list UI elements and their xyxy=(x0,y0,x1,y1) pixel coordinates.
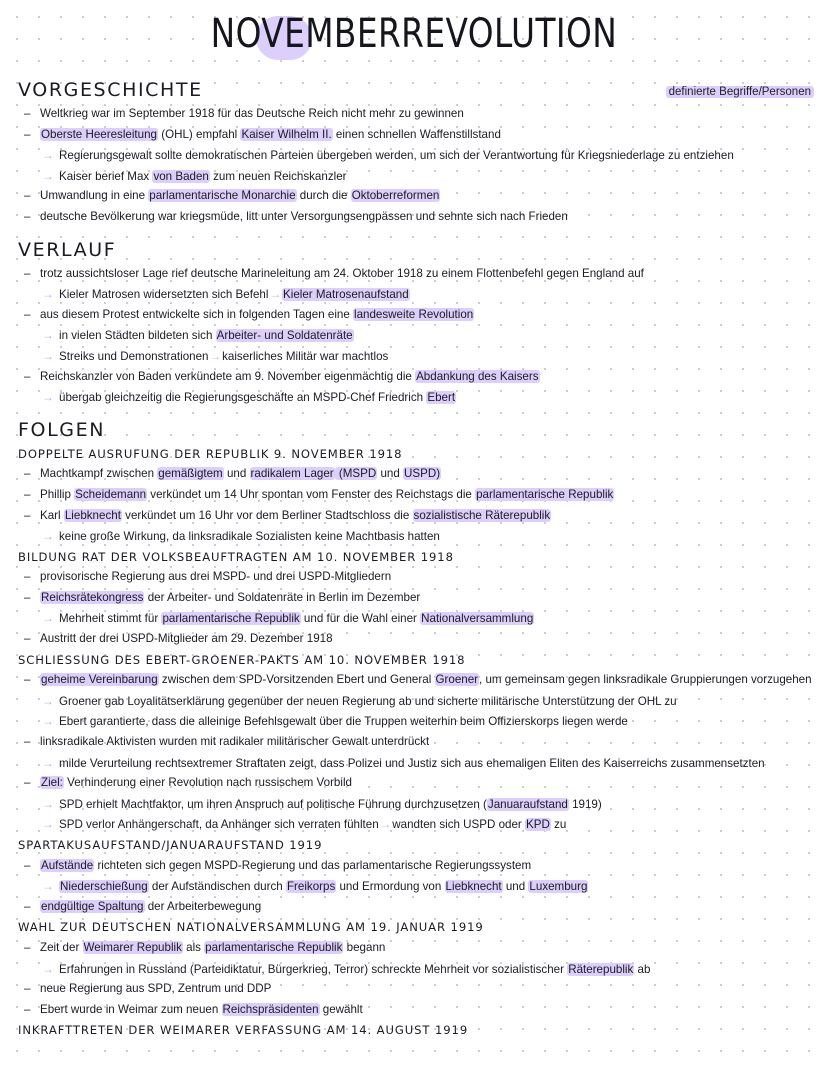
arrow-icon: → xyxy=(42,168,54,183)
dash-bullet: – xyxy=(24,673,31,687)
item-text: Reichskanzler von Baden verkündete am 9. November eigenmächtig die xyxy=(40,369,416,383)
term-highlight: Liebknecht xyxy=(445,880,502,894)
item-text: Mehrheit stimmt für xyxy=(59,612,162,626)
item-text: der Arbeiterbewegung xyxy=(144,899,262,913)
sub-list-item xyxy=(18,145,818,166)
list-item xyxy=(18,1000,818,1021)
item-text: wandten sich USPD oder xyxy=(392,818,526,832)
subsection-heading: INKRAFTTRETEN DER WEIMARER VERFASSUNG AM 14. AUGUST 1919 xyxy=(18,1023,469,1038)
item-text: zum neuen Reichskanzler xyxy=(209,169,347,183)
sub-list-item xyxy=(18,346,818,367)
arrow-icon: → xyxy=(269,288,282,302)
sub-list-item xyxy=(18,526,818,547)
item-text: als xyxy=(182,940,205,954)
item-text: 1919) xyxy=(568,797,602,811)
arrow-icon: → xyxy=(42,529,54,544)
dash-bullet: – xyxy=(24,940,31,954)
sub-list-item xyxy=(18,753,818,774)
list-item xyxy=(18,588,818,609)
sub-list-item xyxy=(18,284,818,305)
term-highlight: Arbeiter- und Soldatenräte xyxy=(216,329,353,343)
term-highlight: Freikorps xyxy=(286,880,336,894)
term-highlight: Liebknecht xyxy=(64,508,121,522)
arrow-icon: → xyxy=(42,287,54,302)
item-text: linksradikale Aktivisten wurden mit radikaler militärischer Gewalt unterdrückt xyxy=(40,735,430,749)
arrow-icon: → xyxy=(379,818,392,832)
subsection-heading: SCHLIESSUNG DES EBERT-GROENER-PAKTS AM 10. NOVEMBER 1918 xyxy=(18,652,466,667)
sub-list-item xyxy=(18,711,818,732)
item-text: verkündet um 14 Uhr spontan vom Fenster des Reichstags die xyxy=(147,487,476,501)
item-text: Machtkampf zwischen xyxy=(40,467,158,481)
list-item xyxy=(18,464,818,485)
term-highlight: Ebert xyxy=(427,391,456,405)
dash-bullet: – xyxy=(24,107,31,120)
item-text: kaiserliches Militär war machtlos xyxy=(222,349,389,363)
item-text: einen schnellen Waffenstillstand xyxy=(332,127,501,141)
arrow-icon: → xyxy=(42,348,54,363)
dash-bullet: – xyxy=(24,127,31,141)
term-highlight: Aufstände xyxy=(41,858,94,872)
item-text: der Aufständischen durch xyxy=(148,880,286,894)
term-highlight: parlamentarische Monarchie xyxy=(149,189,296,203)
dash-bullet: – xyxy=(24,266,31,280)
dash-bullet: – xyxy=(24,899,31,913)
term-highlight: Januaraufstand xyxy=(487,797,568,811)
arrow-icon: → xyxy=(42,148,54,163)
item-text: provisorische Regierung aus drei MSPD- und drei USPD-Mitgliedern xyxy=(40,570,392,584)
arrow-icon: → xyxy=(42,328,54,343)
item-text: in vielen Städten bildeten sich xyxy=(59,329,216,343)
item-text: milde Verurteilung rechtsextremer Straftaten zeigt, dass Polizei und Justiz sich aus ehemaligen Eliten des Kaiserreichs zusammensetzten xyxy=(59,756,765,770)
term-highlight: parlamentarische Republik xyxy=(476,487,614,501)
term-highlight: Ziel: xyxy=(41,776,63,790)
term-highlight: Räterepublik xyxy=(568,962,634,976)
item-text: trotz aussichtsloser Lage rief deutsche Marineleitung am 24. Oktober 1918 zu einem Flottenbefehl gegen England auf xyxy=(40,266,644,280)
dash-bullet: – xyxy=(24,776,31,790)
section-heading-folgen: FOLGEN xyxy=(18,418,106,441)
item-text: und xyxy=(502,880,529,894)
list-item xyxy=(18,732,818,753)
item-text: Groener gab Loyalitätserklärung gegenüber der neuen Regierung ab und sicherte militärische Unterstützung der OHL zu xyxy=(59,694,677,708)
item-text: Kaiser berief Max xyxy=(59,169,153,183)
list-item xyxy=(18,773,818,794)
sub-list-item xyxy=(18,387,818,408)
item-text: richteten sich gegen MSPD-Regierung und das parlamentarische Regierungssystem xyxy=(94,858,532,872)
term-highlight: Nationalversammlung xyxy=(421,612,534,626)
arrow-icon: → xyxy=(42,961,54,976)
item-text: deutsche Bevölkerung war kriegsmüde, litt unter Versorgungsengpässen und sehnte sich nach Frieden xyxy=(40,209,568,223)
item-text: Erfahrungen in Russland (Parteidiktatur, Bürgerkrieg, Terror) schreckte Mehrheit vor sozialistischer xyxy=(59,962,568,976)
item-text: (OHL) empfahl xyxy=(158,127,241,141)
term-highlight: USPD) xyxy=(404,467,441,481)
list-item xyxy=(18,207,818,228)
term-highlight: Luxemburg xyxy=(529,880,588,894)
term-highlight: (MSPD xyxy=(335,467,377,481)
dash-bullet: – xyxy=(24,487,31,501)
sub-list-item xyxy=(18,794,818,815)
list-item xyxy=(18,186,818,207)
list-item xyxy=(18,305,818,326)
item-text: Phillip xyxy=(40,487,75,501)
arrow-icon: → xyxy=(42,390,54,405)
item-text: und für die Wahl einer xyxy=(300,612,421,626)
term-highlight: geheime Vereinbarung xyxy=(41,673,158,687)
term-highlight: gemäßigtem xyxy=(158,467,223,481)
term-highlight: Oberste Heeresleitung xyxy=(41,127,157,141)
term-highlight: parlamentarische Republik xyxy=(162,612,300,626)
item-text: und xyxy=(377,467,404,481)
list-item xyxy=(18,856,818,877)
arrow-icon: → xyxy=(42,796,54,811)
term-highlight: KPD xyxy=(526,818,550,832)
subsection-heading: WAHL ZUR DEUTSCHEN NATIONALVERSAMMLUNG AM 19. JANUAR 1919 xyxy=(18,920,484,935)
subsection-heading: DOPPELTE AUSRUFUNG DER REPUBLIK 9. NOVEMBER 1918 xyxy=(18,446,403,461)
term-highlight: parlamentarische Republik xyxy=(205,940,343,954)
list-item xyxy=(18,485,818,506)
arrow-icon: → xyxy=(42,693,54,708)
dash-bullet: – xyxy=(24,369,31,383)
item-text: Kieler Matrosen widersetzten sich Befehl xyxy=(59,288,269,302)
item-text: begann xyxy=(343,940,386,954)
item-text: der Arbeiter- und Soldatenräte in Berlin im Dezember xyxy=(144,590,421,604)
list-item xyxy=(18,125,818,146)
item-text: SPD verlor Anhängerschaft, da Anhänger sich verraten fühlten xyxy=(59,818,379,832)
dash-bullet: – xyxy=(24,307,31,321)
item-text: gewählt xyxy=(319,1002,363,1016)
item-text: SPD erhielt Machtfaktor, um ihren Anspruch auf politische Führung durchzusetzen ( xyxy=(59,797,487,811)
list-item xyxy=(18,629,818,650)
term-highlight: von Baden xyxy=(153,169,209,183)
list-item xyxy=(18,938,818,959)
dash-bullet: – xyxy=(24,590,31,604)
arrow-icon: → xyxy=(42,714,54,729)
item-text: durch die xyxy=(296,189,351,203)
term-highlight: Groener xyxy=(435,673,479,687)
item-text: aus diesem Protest entwickelte sich in folgenden Tagen eine xyxy=(40,307,354,321)
page-title: NOVEMBERREVOLUTION xyxy=(210,11,618,57)
subsection-heading: SPARTAKUSAUFSTAND/JANUARAUFSTAND 1919 xyxy=(18,838,323,852)
item-text: Ebert wurde in Weimar zum neuen xyxy=(40,1002,222,1016)
legend-badge: definierte Begriffe/Personen xyxy=(666,86,814,98)
sub-list-item xyxy=(18,691,818,712)
sub-list-item xyxy=(18,814,818,835)
dash-bullet: – xyxy=(24,1002,31,1016)
item-text: Ebert garantierte, dass die alleinige Befehlsgewalt über die Truppen weiterhin beim Offizierskorps liegen werde xyxy=(59,715,628,729)
list-item xyxy=(18,979,818,1000)
subsection-heading: BILDUNG RAT DER VOLKSBEAUFTRAGTEN AM 10. NOVEMBER 1918 xyxy=(18,549,454,564)
notes-content xyxy=(18,74,818,1041)
item-text: Regierungsgewalt sollte demokratischen Parteien übergeben werden, um sich der Verantwortung für Kriegsniederlage zu entziehen xyxy=(59,149,734,163)
list-item xyxy=(18,104,818,125)
item-text: Austritt der drei USPD-Mitglieder am 29. Dezember 1918 xyxy=(40,632,333,646)
dash-bullet: – xyxy=(24,209,31,223)
item-text: Umwandlung in eine xyxy=(40,189,149,203)
dash-bullet: – xyxy=(24,735,31,749)
item-text: und xyxy=(223,467,250,481)
item-text: und Ermordung von xyxy=(336,880,445,894)
term-highlight: sozialistische Räterepublik xyxy=(413,508,551,522)
item-text: Karl xyxy=(40,508,64,522)
list-item xyxy=(18,506,818,527)
dash-bullet: – xyxy=(24,858,31,872)
term-highlight: Reichspräsidenten xyxy=(222,1002,319,1016)
list-item xyxy=(18,670,818,691)
section-heading-verlauf: VERLAUF xyxy=(18,238,117,261)
arrow-icon: → xyxy=(42,879,54,894)
item-text: übergab gleichzeitig die Regierungsgeschäfte an MSPD-Chef Friedrich xyxy=(59,391,427,405)
arrow-icon: → xyxy=(42,755,54,770)
sub-list-item xyxy=(18,166,818,187)
term-highlight: Abdankung des Kaisers xyxy=(416,369,539,383)
arrow-icon: → xyxy=(42,817,54,832)
dash-bullet: – xyxy=(24,632,31,646)
term-highlight: Oktoberreformen xyxy=(351,189,440,203)
section-heading-vorgeschichte: VORGESCHICHTE xyxy=(18,79,203,101)
arrow-icon: → xyxy=(42,611,54,626)
list-item xyxy=(18,567,818,588)
item-text: ab xyxy=(634,962,651,976)
sub-list-item xyxy=(18,959,818,980)
term-highlight: Kaiser Wilhelm II. xyxy=(241,127,332,141)
dash-bullet: – xyxy=(24,189,31,203)
term-highlight: Niederschießung xyxy=(60,880,148,894)
sub-list-item xyxy=(18,325,818,346)
sub-list-item xyxy=(18,876,818,897)
item-text: Streiks und Demonstrationen xyxy=(59,349,209,363)
term-highlight: landesweite Revolution xyxy=(354,307,474,321)
item-text: verkündet um 16 Uhr vor dem Berliner Stadtschloss die xyxy=(121,508,413,522)
sub-list-item xyxy=(18,608,818,629)
title-area xyxy=(0,4,828,64)
item-text: Weltkrieg war im September 1918 für das Deutsche Reich nicht mehr zu gewinnen xyxy=(40,107,464,120)
list-item xyxy=(18,367,818,388)
dash-bullet: – xyxy=(24,467,31,481)
list-item xyxy=(18,264,818,285)
item-text: neue Regierung aus SPD, Zentrum und DDP xyxy=(40,982,272,996)
item-text: Verhinderung einer Revolution nach russischem Vorbild xyxy=(63,776,352,790)
item-text: , um gemeinsam gegen linksradikale Gruppierungen vorzugehen xyxy=(479,673,812,687)
term-highlight: Scheidemann xyxy=(75,487,147,501)
term-highlight: radikalem Lager xyxy=(250,467,334,481)
term-highlight: Kieler Matrosenaufstand xyxy=(283,288,409,302)
dash-bullet: – xyxy=(24,570,31,584)
item-text: zwischen dem SPD-Vorsitzenden Ebert und General xyxy=(158,673,435,687)
list-item xyxy=(18,897,818,918)
dash-bullet: – xyxy=(24,508,31,522)
dash-bullet: – xyxy=(24,982,31,996)
arrow-icon: → xyxy=(209,349,222,363)
item-text: keine große Wirkung, da linksradikale Sozialisten keine Machtbasis hatten xyxy=(59,530,440,544)
term-highlight: Weimarer Republik xyxy=(83,940,182,954)
term-highlight: Reichsrätekongress xyxy=(41,590,144,604)
item-text: Zeit der xyxy=(40,940,83,954)
term-highlight: endgültige Spaltung xyxy=(41,899,144,913)
item-text: zu xyxy=(550,818,567,832)
